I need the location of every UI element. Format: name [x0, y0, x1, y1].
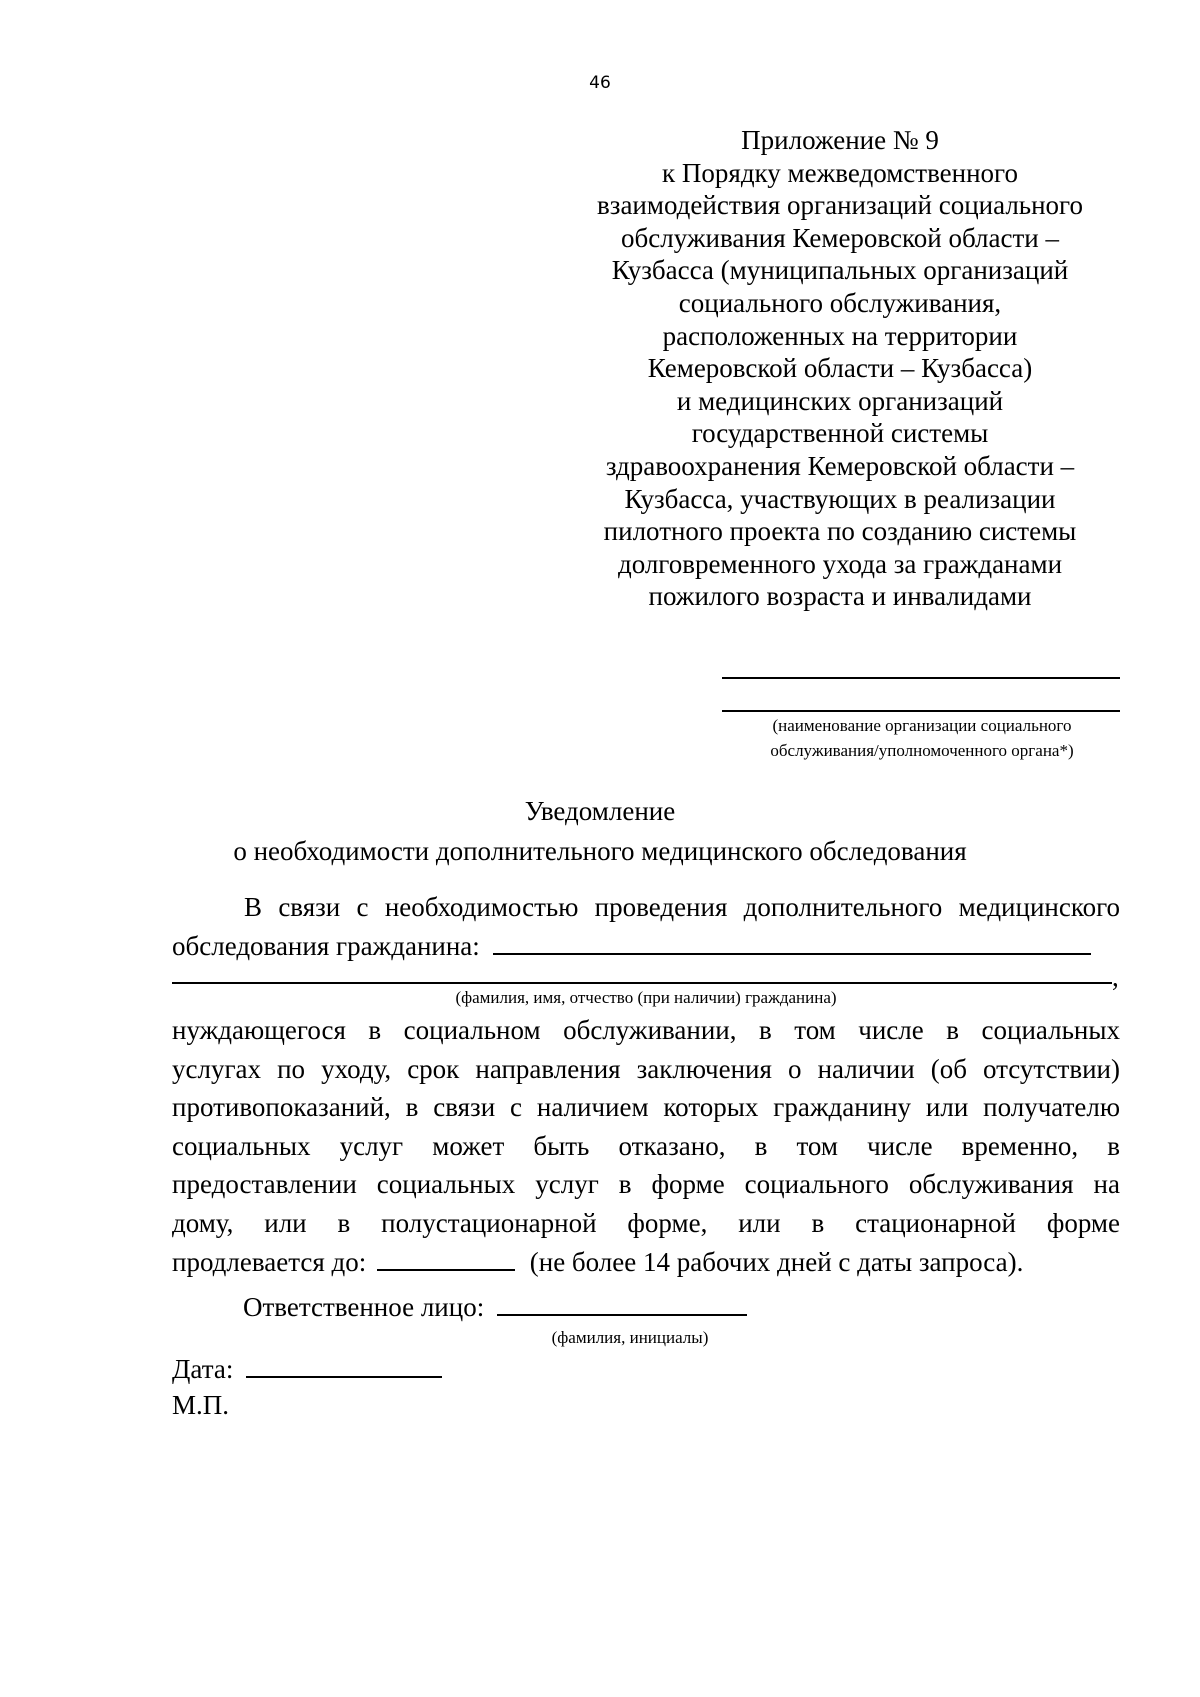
- date-row: [172, 1352, 442, 1386]
- citizen-name-blank-line-2[interactable]: [172, 982, 1112, 984]
- appendix-line: Кузбасса (муниципальных организаций: [611, 255, 1069, 286]
- extension-date-blank[interactable]: [377, 1247, 515, 1271]
- notice-heading: [0, 794, 1200, 868]
- appendix-line: расположенных на территории: [662, 320, 1018, 351]
- responsible-person-blank[interactable]: [497, 1292, 747, 1316]
- paragraph-line: [172, 1243, 1120, 1282]
- citizen-name-caption: (фамилия, имя, отчество (при наличии) гражданина): [455, 988, 837, 1007]
- appendix-line: обслуживания Кемеровской области –: [621, 222, 1059, 253]
- paragraph-line: социальных услуг может быть отказано, в том числе временно, в: [172, 1130, 1120, 1161]
- extension-note: (не более 14 рабочих дней с даты запроса).: [529, 1246, 1024, 1277]
- paragraph-line: нуждающегося в социальном обслуживании, в том числе в социальных: [172, 1015, 1120, 1045]
- paragraph-line: дому, или в полустационарной форме, или в стационарной форме: [172, 1207, 1120, 1238]
- paragraph-line: В связи с необходимостью проведения дополнительного медицинского: [244, 892, 1120, 922]
- citizen-label: обследования гражданина:: [172, 930, 480, 961]
- appendix-line: Приложение № 9: [741, 125, 939, 155]
- appendix-line: и медицинских организаций: [676, 385, 1004, 416]
- paragraph-line: [172, 927, 1120, 966]
- appendix-line: Кемеровской области – Кузбасса): [647, 353, 1033, 384]
- appendix-line: Кузбасса, участвующих в реализации: [624, 483, 1056, 514]
- responsible-person-row: [243, 1290, 747, 1324]
- date-label: Дата:: [172, 1354, 234, 1384]
- appendix-line: здравоохранения Кемеровской области –: [605, 450, 1075, 481]
- date-blank[interactable]: [246, 1354, 442, 1378]
- responsible-caption: (фамилия, инициалы): [551, 1328, 709, 1347]
- paragraph-intro: [172, 888, 1120, 965]
- paragraph-line: предоставлении социальных услуг в форме социального обслуживания на: [172, 1169, 1120, 1200]
- notice-title: Уведомление: [524, 796, 676, 826]
- stamp-place-label: М.П.: [172, 1390, 230, 1420]
- org-name-blank-line-1[interactable]: [722, 677, 1120, 679]
- appendix-line: социального обслуживания,: [678, 287, 1002, 318]
- org-name-blank-line-2[interactable]: [722, 710, 1120, 712]
- citizen-name-blank[interactable]: [493, 931, 1091, 955]
- appendix-line: государственной системы: [691, 418, 989, 449]
- page-number: 46: [589, 73, 611, 93]
- appendix-line: пожилого возраста и инвалидами: [648, 581, 1032, 612]
- appendix-line: к Порядку межведомственного: [662, 157, 1018, 188]
- appendix-line: пилотного проекта по созданию системы: [603, 516, 1077, 547]
- appendix-header: [590, 124, 1090, 613]
- org-name-caption: [712, 713, 1132, 763]
- notice-subtitle: о необходимости дополнительного медицинского обследования: [233, 836, 967, 866]
- paragraph-main: [172, 1011, 1120, 1281]
- comma: ,: [1112, 962, 1119, 992]
- responsible-label: Ответственное лицо:: [243, 1292, 485, 1322]
- paragraph-line: противопоказаний, в связи с наличием которых гражданину или получателю: [172, 1092, 1120, 1123]
- appendix-line: взаимодействия организаций социального: [597, 190, 1083, 221]
- extension-label: продлевается до:: [172, 1246, 367, 1277]
- paragraph-line: услугах по уходу, срок направления заключения о наличии (об отсутствии): [172, 1053, 1120, 1084]
- appendix-line: долговременного ухода за гражданами: [617, 548, 1063, 579]
- org-caption-line: обслуживания/уполномоченного органа*): [770, 741, 1074, 760]
- org-caption-line: (наименование организации социального: [772, 716, 1072, 735]
